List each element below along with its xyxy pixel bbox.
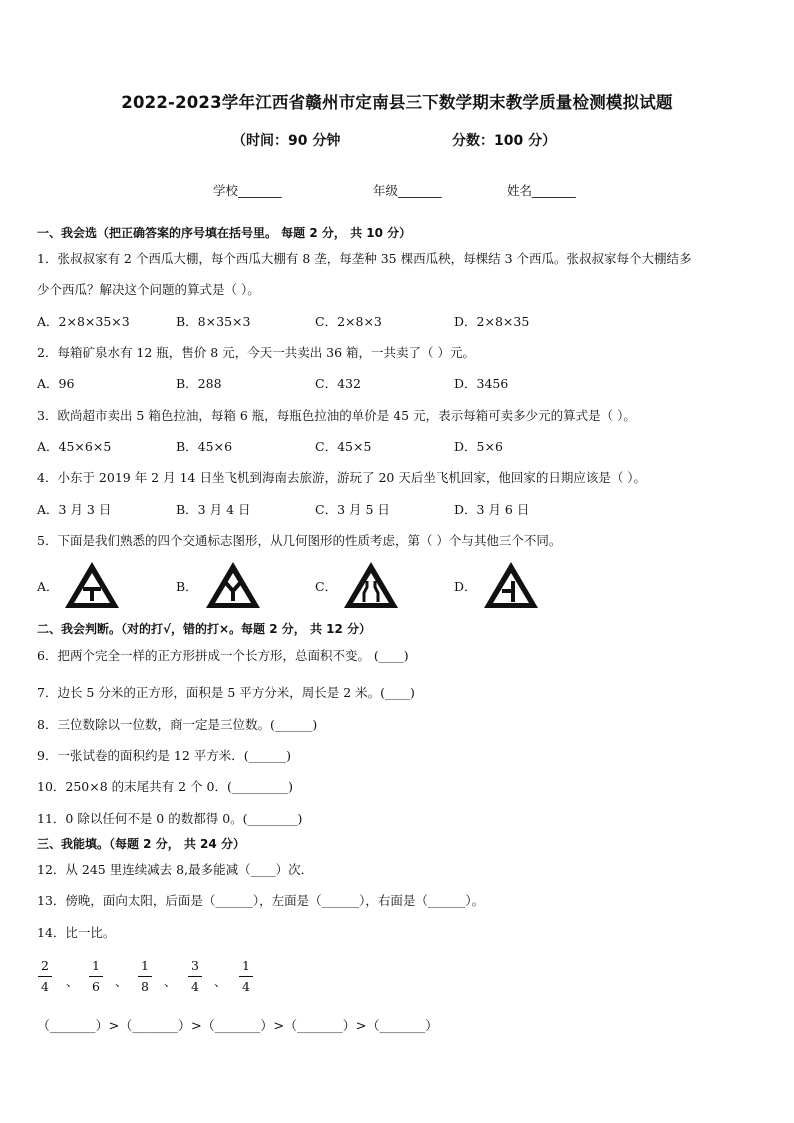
q5-option-c[interactable]: C．: [315, 579, 338, 594]
section-heading-fill: 三、我能填。（每题 2 分， 共 24 分）: [37, 837, 245, 851]
question-3: 3．欧尚超市卖出 5 箱色拉油，每箱 6 瓶，每瓶色拉油的单价是 45 元，表示每箱可卖多少元的算式是（ ）。: [37, 408, 636, 423]
question-10[interactable]: 10．250×8 的末尾共有 2 个 0．(_________): [37, 779, 293, 794]
road-narrows-sign-icon: [342, 560, 400, 610]
fraction-numerator: 1: [92, 958, 100, 973]
fraction-separator: 、: [164, 974, 177, 989]
q4-option-d[interactable]: D．3 月 6 日: [454, 502, 530, 517]
question-2: 2．每箱矿泉水有 12 瓶，售价 8 元，今天一共卖出 36 箱，一共卖了（ ）元。: [37, 345, 476, 360]
q1-option-a[interactable]: A．2×8×35×3: [37, 314, 130, 329]
fraction-numerator: 1: [242, 958, 250, 973]
y-junction-sign-icon: [204, 560, 262, 610]
fraction-separator: 、: [115, 974, 128, 989]
fraction-2: [89, 958, 103, 994]
question-8[interactable]: 8．三位数除以一位数，商一定是三位数。(______): [37, 717, 318, 732]
fraction-separator: 、: [214, 974, 227, 989]
comparison-answer-line[interactable]: （_______）>（_______）>（_______）>（_______）>（_______）: [37, 1019, 439, 1034]
q5-option-a[interactable]: A．: [37, 579, 59, 594]
question-4: 4．小东于 2019 年 2 月 14 日坐飞机到海南去旅游，游玩了 20 天后坐飞机回家，他回家的日期应该是（ ）。: [37, 470, 647, 485]
grade-field[interactable]: 年级_______: [373, 183, 442, 198]
q1-option-b[interactable]: B．8×35×3: [176, 314, 251, 329]
fraction-1: [38, 958, 52, 994]
q5-option-d[interactable]: D．: [454, 579, 477, 594]
question-14: 14．比一比。: [37, 925, 116, 940]
exam-score: 分数：100 分）: [452, 133, 557, 149]
q4-option-c[interactable]: C．3 月 5 日: [315, 502, 390, 517]
question-9[interactable]: 9．一张试卷的面积约是 12 平方米．(______): [37, 748, 292, 763]
side-road-sign-icon: [482, 560, 540, 610]
section-heading-choice: 一、我会选（把正确答案的序号填在括号里。 每题 2 分， 共 10 分）: [37, 226, 412, 240]
q5-option-b[interactable]: B．: [176, 579, 198, 594]
q2-option-b[interactable]: B．288: [176, 376, 222, 391]
fraction-5: [239, 958, 253, 994]
q3-option-a[interactable]: A．45×6×5: [37, 439, 112, 454]
question-13[interactable]: 13．傍晚，面向太阳，后面是（______），左面是（______），右面是（______）。: [37, 893, 485, 908]
fraction-numerator: 2: [41, 958, 49, 973]
page-title: 2022-2023学年江西省赣州市定南县三下数学期末教学质量检测模拟试题: [121, 93, 673, 112]
question-6[interactable]: 6．把两个完全一样的正方形拼成一个长方形，总面积不变。 (____): [37, 648, 409, 663]
fraction-numerator: 1: [141, 958, 149, 973]
question-7[interactable]: 7．边长 5 分米的正方形，面积是 5 平方分米，周长是 2 米。(____): [37, 685, 415, 700]
question-1-line-2: 少个西瓜？解决这个问题的算式是（ ）。: [37, 282, 260, 297]
q3-option-d[interactable]: D．5×6: [454, 439, 503, 454]
q1-option-c[interactable]: C．2×8×3: [315, 314, 382, 329]
fraction-numerator: 3: [191, 958, 199, 973]
q2-option-a[interactable]: A．96: [37, 376, 75, 391]
question-1-line-1: 1．张叔叔家有 2 个西瓜大棚，每个西瓜大棚有 8 垄，每垄种 35 棵西瓜秧，每棵结 3 个西瓜。张叔叔家每个大棚结多: [37, 251, 692, 266]
q1-option-d[interactable]: D．2×8×35: [454, 314, 530, 329]
fraction-denominator: 8: [141, 979, 149, 994]
question-12[interactable]: 12．从 245 里连续减去 8,最多能减（____）次．: [37, 862, 314, 877]
t-junction-sign-icon: [63, 560, 121, 610]
question-5: 5．下面是我们熟悉的四个交通标志图形，从几何图形的性质考虑，第（ ）个与其他三个不同。: [37, 533, 562, 548]
exam-time: （时间：90 分钟: [232, 133, 341, 149]
fraction-4: [188, 958, 202, 994]
q3-option-b[interactable]: B．45×6: [176, 439, 233, 454]
fraction-denominator: 6: [92, 979, 100, 994]
fraction-3: [138, 958, 152, 994]
q4-option-b[interactable]: B．3 月 4 日: [176, 502, 251, 517]
q2-option-d[interactable]: D．3456: [454, 376, 509, 391]
q2-option-c[interactable]: C．432: [315, 376, 361, 391]
fraction-denominator: 4: [242, 979, 250, 994]
section-heading-judge: 二、我会判断。（对的打√，错的打×。每题 2 分， 共 12 分）: [37, 622, 371, 636]
school-field[interactable]: 学校_______: [213, 183, 282, 198]
question-11[interactable]: 11．0 除以任何不是 0 的数都得 0。(________): [37, 811, 303, 826]
fraction-denominator: 4: [41, 979, 49, 994]
q3-option-c[interactable]: C．45×5: [315, 439, 372, 454]
fraction-separator: 、: [66, 974, 79, 989]
name-field[interactable]: 姓名_______: [507, 183, 576, 198]
fraction-denominator: 4: [191, 979, 199, 994]
q4-option-a[interactable]: A．3 月 3 日: [37, 502, 112, 517]
